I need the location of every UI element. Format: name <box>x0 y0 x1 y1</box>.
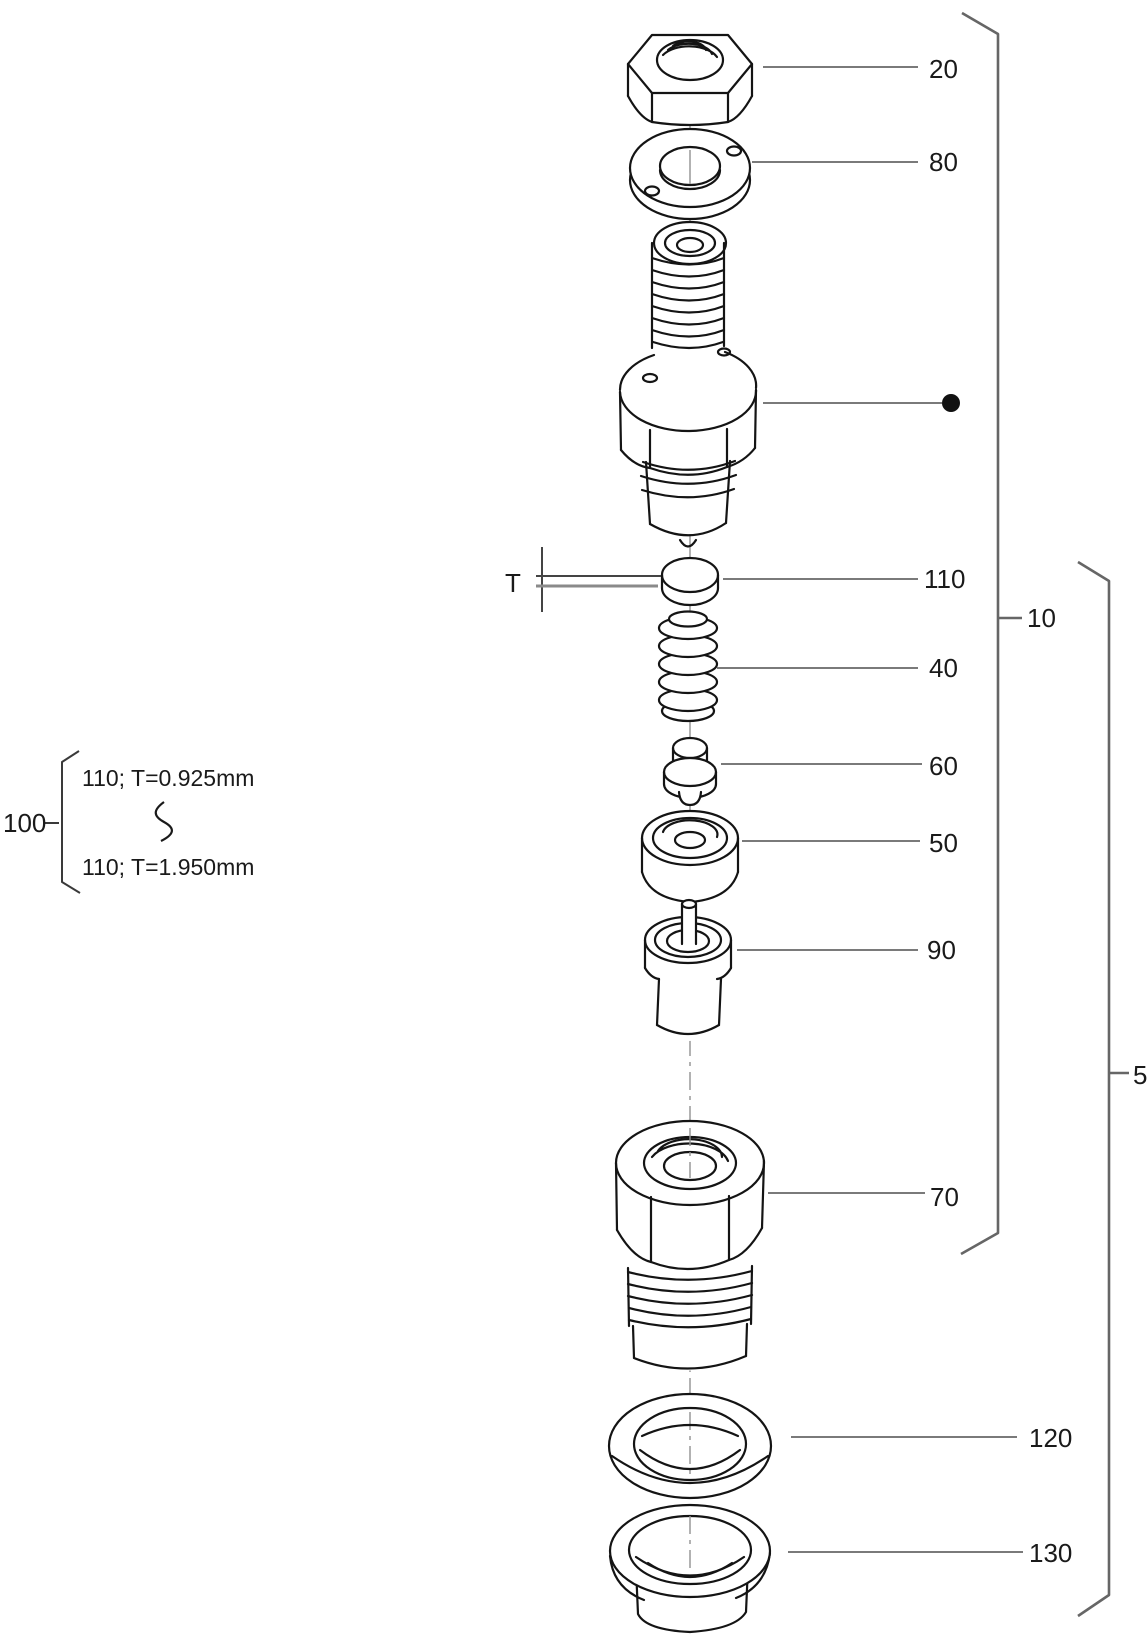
part-40-spring-drawing <box>659 612 717 722</box>
group-bracket-10 <box>961 13 1022 1254</box>
nozzle-holder-body-drawing <box>620 222 756 547</box>
group-label-5: 5 <box>1133 1060 1147 1090</box>
part-label-120: 120 <box>1029 1423 1073 1453</box>
group-bracket-5 <box>1078 562 1129 1616</box>
leader-lines <box>717 67 1023 1552</box>
unlabeled-part-dot <box>942 394 960 412</box>
part-110-shim-drawing <box>662 558 718 605</box>
dimension-label-T: T <box>505 568 521 598</box>
shim-thickness-dimension <box>536 547 661 612</box>
part-label-50: 50 <box>929 828 958 858</box>
part-label-90: 90 <box>927 935 956 965</box>
range-squiggle <box>156 802 172 841</box>
group-label-10: 10 <box>1027 603 1056 633</box>
part-20-cap-nut-drawing <box>628 35 752 125</box>
part-60-spring-seat-drawing <box>664 738 716 806</box>
group-label-100: 100 <box>3 808 47 838</box>
part-label-110: 110 <box>924 564 966 594</box>
part-label-60: 60 <box>929 751 958 781</box>
part-label-20: 20 <box>929 54 958 84</box>
part-label-40: 40 <box>929 653 958 683</box>
part-70-retaining-nut-drawing <box>616 1121 764 1371</box>
shim-spec-min: 110; T=0.925mm <box>82 765 255 791</box>
part-label-130: 130 <box>1029 1538 1073 1568</box>
shim-spec-max: 110; T=1.950mm <box>82 854 255 880</box>
part-label-70: 70 <box>930 1182 959 1212</box>
part-80-washer-drawing <box>630 129 750 219</box>
part-labels <box>3 54 1147 1568</box>
part-50-spacer-drawing <box>642 811 738 902</box>
part-90-nozzle-drawing <box>645 900 731 1041</box>
part-130-cap-drawing <box>610 1505 770 1632</box>
part-label-80: 80 <box>929 147 958 177</box>
